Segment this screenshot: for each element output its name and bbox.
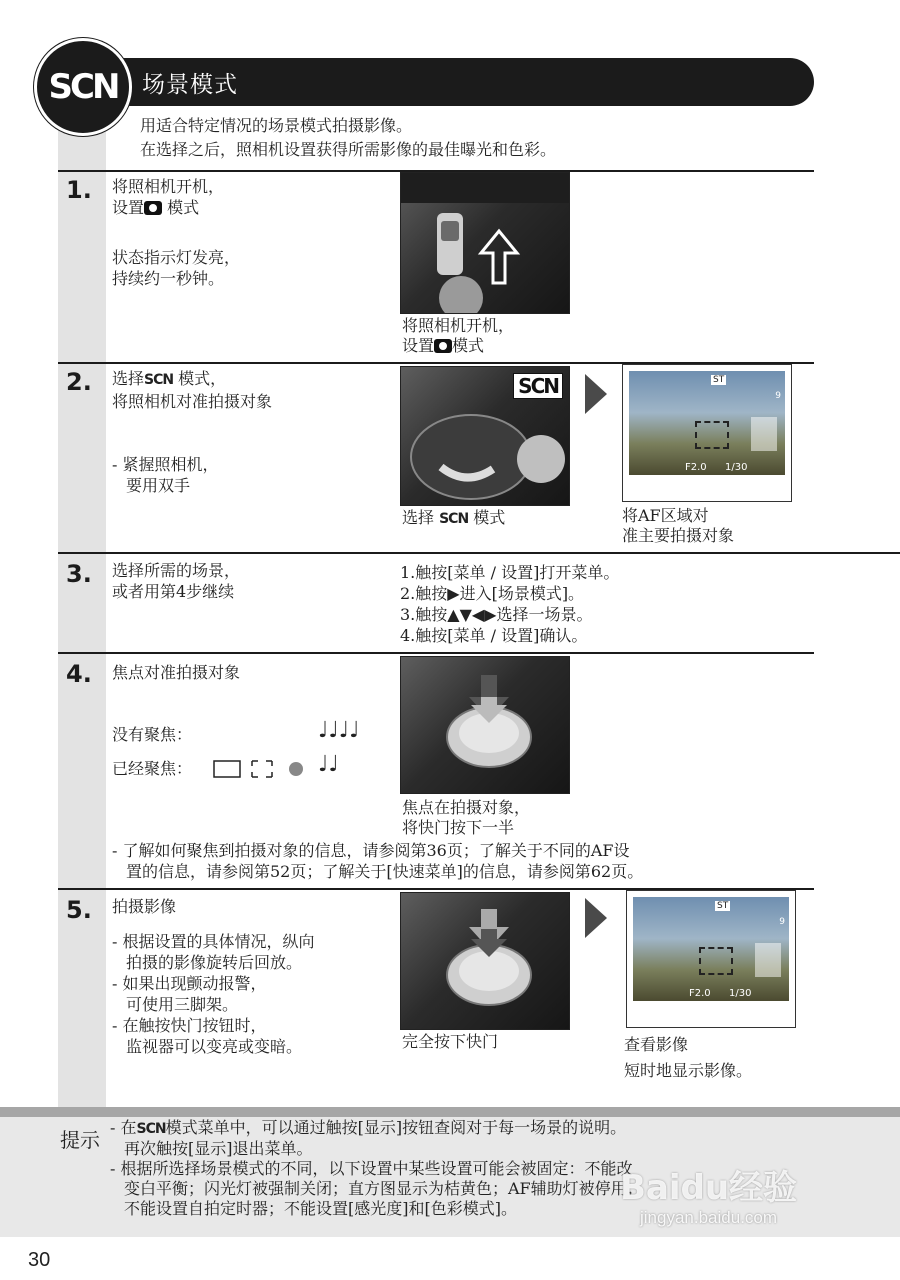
step-1-line: 将照相机开机， (112, 177, 225, 196)
list-item: 4.触按[菜单 / 设置]确认。 (400, 626, 588, 645)
step-1-text (112, 176, 240, 289)
page-title: 场景模式 (142, 72, 238, 98)
af-frame (699, 947, 733, 975)
tip-label: 提示 (60, 1128, 100, 1152)
shutter-full-illustration (401, 893, 569, 1029)
histogram (755, 943, 781, 977)
step-1-caption: 将照相机开机， 设置 模式 (402, 316, 515, 355)
step-2-caption-left: 选择 SCN 模式 (402, 508, 506, 527)
beep-no-focus-icon: ♩♩♩♩ (318, 718, 360, 743)
step-1-line: 持续约一秒钟。 (112, 269, 225, 288)
no-focus-label: 没有聚焦： (112, 725, 193, 744)
focus-indicators (212, 758, 312, 784)
step-4-caption: 焦点在拍摄对象， 将快门按下一半 (402, 798, 531, 837)
camera-icon (144, 201, 162, 215)
step-5-text: 拍摄影像 - 根据设置的具体情况，纵向 拍摄的影像旋转后回放。 - 如果出现颤动报警， 可使用三脚架。 - 在触按快门按钮时， 监视器可以变亮或变暗。 (112, 897, 315, 1056)
step-number-4: 4. (66, 660, 92, 688)
tip-band (0, 1107, 900, 1117)
list-item: 2.触按▶进入[场景模式]。 (400, 584, 585, 603)
step-4-note: - 了解如何聚焦到拍摄对象的信息，请参阅第36页；了解关于不同的AF设 置的信息，请参阅第52页；了解关于[快速菜单]的信息，请参阅第62页。 (112, 841, 644, 881)
beep-focused-icon: ♩♩ (318, 752, 339, 777)
baidu-watermark: Baidu经验 (620, 1168, 798, 1208)
lcd-aperture: F2.0 (685, 462, 707, 473)
step-1-line: 设置 模式 (112, 198, 200, 217)
lcd-shutter: 1/30 (725, 462, 748, 473)
list-item: 1.触按[菜单 / 设置]打开菜单。 (400, 563, 620, 582)
step-1-line: 状态指示灯发亮， (112, 248, 241, 267)
scn-badge: SCN (34, 38, 132, 136)
step-number-5: 5. (66, 896, 92, 924)
intro-text (140, 114, 556, 162)
watermark-url: jingyan.baidu.com (640, 1208, 778, 1227)
step-divider (58, 652, 814, 654)
af-frame (695, 421, 729, 449)
camera-power-switch-photo (400, 172, 570, 314)
step-5-caption-right: 查看影像 短时地显示影像。 (624, 1035, 753, 1080)
step-2-caption-right: 将AF区域对 准主要拍摄对象 (622, 506, 735, 545)
scn-inline-icon: SCN (144, 372, 174, 388)
lcd-shutter: 1/30 (729, 988, 752, 999)
lcd-mode-badge: ST (713, 375, 725, 385)
lcd-count: 9 (779, 917, 785, 927)
scn-label-box: SCN (513, 373, 563, 399)
step-2-text: 选择SCN 模式， 将照相机对准拍摄对象 - 紧握照相机， 要用双手 (112, 369, 273, 495)
step-divider (58, 552, 900, 554)
lcd-count: 9 (775, 391, 781, 401)
step-5-caption-left: 完全按下快门 (402, 1032, 499, 1051)
intro-line-2: 在选择之后，照相机设置获得所需影像的最佳曝光和色彩。 (140, 140, 557, 159)
camera-icon (434, 339, 452, 353)
arrow-right-icon (585, 898, 607, 938)
step-number-3: 3. (66, 560, 92, 588)
tip-text: - 在SCN模式菜单中，可以通过触按[显示]按钮查阅对于每一场景的说明。 再次触按[显示]退出菜单。 - 根据所选择场景模式的不同，以下设置中某些设置可能会被固定：不能改 变白平衡；闪光灯被强制关闭；直方图显示为桔黄色；AF辅助灯被停用； 不能设置自拍定时器；不能设置[感光度]和[色彩模式]。 (110, 1118, 643, 1218)
step-4-title: 焦点对准拍摄对象 (112, 663, 241, 682)
step-3-text: 选择所需的场景， 或者用第4步继续 (112, 561, 241, 601)
page-number: 30 (28, 1249, 51, 1271)
shutter-full-press-photo (400, 892, 570, 1030)
left-gray-band (58, 112, 106, 1112)
focus-frame-icons (212, 758, 312, 780)
lcd-mode-badge: ST (717, 901, 729, 911)
shutter-half-press-photo (400, 656, 570, 794)
arrow-right-icon (585, 374, 607, 414)
intro-line-1: 用适合特定情况的场景模式拍摄影像。 (140, 116, 413, 135)
lcd-aperture: F2.0 (689, 988, 711, 999)
mode-dial-photo (400, 366, 570, 506)
list-item: 3.触按▲▼◀▶选择一场景。 (400, 605, 593, 624)
lcd-screen-review (626, 890, 796, 1028)
step-number-1: 1. (66, 176, 92, 204)
switch-illustration (401, 173, 569, 313)
step-3-list (400, 562, 619, 646)
shutter-half-illustration (401, 657, 569, 793)
focused-label: 已经聚焦： (112, 759, 193, 778)
histogram (751, 417, 777, 451)
scn-inline-icon: SCN (136, 1121, 166, 1137)
lcd-screen-preview (622, 364, 792, 502)
step-number-2: 2. (66, 368, 92, 396)
